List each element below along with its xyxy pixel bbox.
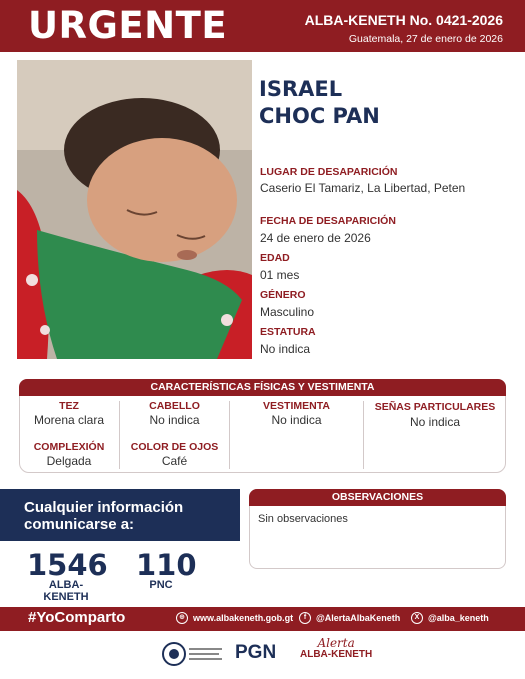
cabello-value: No indica xyxy=(149,413,200,427)
date-label: FECHA DE DESAPARICIÓN xyxy=(260,215,396,227)
place-value: Caserio El Tamariz, La Libertad, Peten xyxy=(260,181,466,195)
place-label: LUGAR DE DESAPARICIÓN xyxy=(260,166,398,178)
guatemala-seal-logo xyxy=(162,640,224,673)
alerta-text: Alerta xyxy=(317,636,355,650)
age-value: 01 mes xyxy=(260,268,300,282)
date-value: 24 de enero de 2026 xyxy=(260,231,371,245)
contact-text-line2: comunicarse a: xyxy=(24,516,135,533)
contact-text xyxy=(24,499,183,533)
vestimenta-value: No indica xyxy=(271,413,322,427)
eye-color-label: COLOR DE OJOS xyxy=(130,441,219,453)
x-link[interactable] xyxy=(411,612,489,624)
facebook-text: @AlertaAlbaKeneth xyxy=(316,613,401,623)
x-text: @alba_keneth xyxy=(428,613,489,623)
observations-text: Sin observaciones xyxy=(258,513,348,525)
globe-icon: ⊕ xyxy=(176,612,188,624)
height-label: ESTATURA xyxy=(260,326,316,338)
person-last-name: CHOC PAN xyxy=(259,104,380,128)
age-label: EDAD xyxy=(260,252,290,264)
person-first-name: ISRAEL xyxy=(259,77,343,101)
alert-date: Guatemala, 27 de enero de 2026 xyxy=(348,33,503,45)
phone-pnc-label: PNC xyxy=(149,579,173,591)
tez-label: TEZ xyxy=(59,400,79,412)
complexion-label: COMPLEXIÓN xyxy=(33,441,105,453)
person-name xyxy=(259,76,380,130)
senas-value: No indica xyxy=(409,415,461,429)
alba-keneth-logo xyxy=(300,638,372,660)
website-link[interactable] xyxy=(176,612,293,624)
vestimenta-label: VESTIMENTA xyxy=(263,400,330,412)
cabello-label: CABELLO xyxy=(149,400,200,412)
x-icon: X xyxy=(411,612,423,624)
urgent-title: URGENTE xyxy=(28,4,228,47)
phone-alba-keneth-label: ALBA-KENETH xyxy=(43,579,89,603)
characteristics-title: CARACTERÍSTICAS FÍSICAS Y VESTIMENTA xyxy=(19,379,506,396)
facebook-link[interactable] xyxy=(299,612,400,624)
eye-color-value: Café xyxy=(161,454,188,468)
phone-pnc: 110 xyxy=(136,548,197,582)
observations-title: OBSERVACIONES xyxy=(249,489,506,506)
hashtag: #YoComparto xyxy=(28,609,126,626)
complexion-value: Delgada xyxy=(46,454,92,468)
gender-label: GÉNERO xyxy=(260,289,306,301)
website-text: www.albakeneth.gob.gt xyxy=(193,613,294,623)
tez-value: Morena clara xyxy=(33,413,105,427)
pgn-logo: PGN xyxy=(235,642,277,663)
alba-keneth-text: ALBA-KENETH xyxy=(300,649,373,660)
alert-id: ALBA-KENETH No. 0421-2026 xyxy=(304,12,503,28)
missing-person-photo xyxy=(17,60,252,359)
height-value: No indica xyxy=(260,342,311,356)
facebook-icon: f xyxy=(299,612,311,624)
senas-label: SEÑAS PARTICULARES xyxy=(374,401,496,413)
gender-value: Masculino xyxy=(260,305,315,319)
phone-alba-keneth: 1546 xyxy=(27,548,108,582)
contact-text-line1: Cualquier información xyxy=(24,499,184,516)
